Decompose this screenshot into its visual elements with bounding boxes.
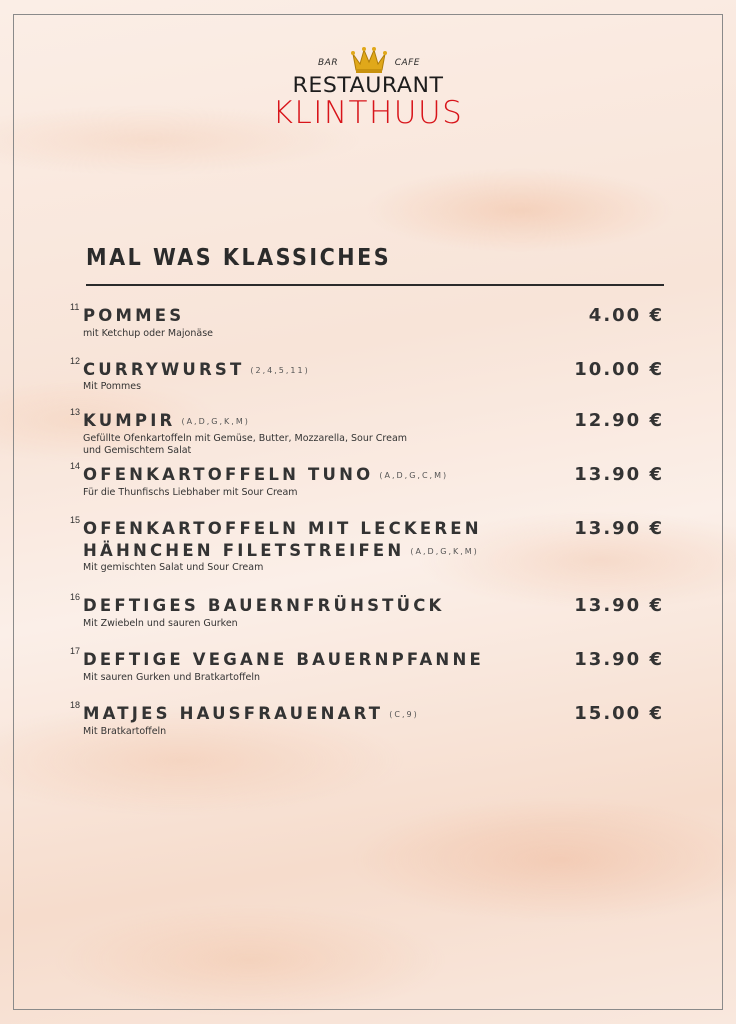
item-allergens: (2,4,5,11) xyxy=(250,366,310,375)
logo-top-row xyxy=(308,44,428,76)
logo-bar-text: BAR xyxy=(318,58,339,68)
item-number: 13 xyxy=(70,407,81,417)
item-price: 15.00 € xyxy=(574,703,664,724)
item-allergens: (A,D,G,C,M) xyxy=(379,471,449,480)
section-divider xyxy=(86,284,664,286)
item-description: Mit Bratkartoffeln xyxy=(83,726,167,737)
item-name: POMMES xyxy=(83,306,185,325)
restaurant-logo xyxy=(0,44,736,130)
item-name: DEFTIGES BAUERNFRÜHSTÜCK xyxy=(83,596,445,615)
item-price: 10.00 € xyxy=(574,359,664,380)
item-price: 13.90 € xyxy=(574,464,664,485)
item-name: CURRYWURST (2,4,5,11) xyxy=(83,360,310,379)
item-price: 12.90 € xyxy=(574,410,664,431)
item-description: mit Ketchup oder Majonäse xyxy=(83,328,213,339)
item-description: Mit Pommes xyxy=(83,381,142,392)
item-description: Gefüllte Ofenkartoffeln mit Gemüse, Butter, Mozzarella, Sour Cream und Gemischtem Salat xyxy=(83,433,408,456)
item-number: 12 xyxy=(70,356,81,366)
item-number: 17 xyxy=(70,646,81,656)
item-description: Mit sauren Gurken und Bratkartoffeln xyxy=(83,672,261,683)
item-price: 4.00 € xyxy=(588,305,664,326)
item-name: KUMPIR (A,D,G,K,M) xyxy=(83,411,250,430)
item-description: Mit Zwiebeln und sauren Gurken xyxy=(83,618,238,629)
logo-brand-name: KLINTHUUS xyxy=(272,95,464,131)
item-price: 13.90 € xyxy=(574,518,664,539)
item-number: 18 xyxy=(70,700,81,710)
item-name: MATJES HAUSFRAUENART (C,9) xyxy=(83,704,419,723)
item-price: 13.90 € xyxy=(574,649,664,670)
item-number: 11 xyxy=(70,302,80,312)
crown-icon xyxy=(351,44,387,74)
page-border xyxy=(13,14,723,1010)
item-name: OFENKARTOFFELN MIT LECKEREN HÄHNCHEN FILETSTREIFEN (A,D,G,K,M) xyxy=(83,519,482,560)
logo-restaurant-text: RESTAURANT xyxy=(292,73,444,97)
item-allergens: (A,D,G,K,M) xyxy=(410,547,479,556)
item-number: 16 xyxy=(70,592,81,602)
section-title: MAL WAS KLASSICHES xyxy=(86,245,392,271)
item-number: 14 xyxy=(70,461,81,471)
item-description: Mit gemischten Salat und Sour Cream xyxy=(83,562,264,573)
item-allergens: (A,D,G,K,M) xyxy=(181,417,250,426)
item-number: 15 xyxy=(70,515,81,525)
item-name: DEFTIGE VEGANE BAUERNPFANNE xyxy=(83,650,484,669)
item-price: 13.90 € xyxy=(574,595,664,616)
logo-cafe-text: CAFE xyxy=(394,58,420,68)
item-description: Für die Thunfischs Liebhaber mit Sour Cream xyxy=(83,487,298,498)
item-name: OFENKARTOFFELN TUNO (A,D,G,C,M) xyxy=(83,465,449,484)
item-allergens: (C,9) xyxy=(389,710,419,719)
